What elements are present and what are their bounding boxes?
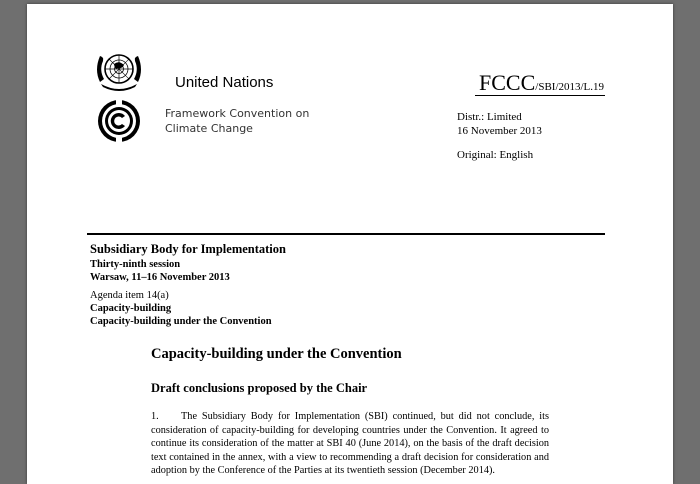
place-dates: Warsaw, 11–16 November 2013 [90,272,230,283]
agenda-item: Agenda item 14(a) [90,290,169,301]
session: Thirty-ninth session [90,259,181,270]
agenda-block [90,289,272,328]
un-emblem-icon [87,44,151,100]
paragraph-number: 1. [151,411,159,422]
document-date: 16 November 2013 [457,125,542,137]
org-name: United Nations [175,74,274,91]
convention-name [165,106,309,136]
document-symbol [479,70,604,96]
agenda-title-2: Capacity-building under the Convention [90,316,272,327]
convention-line-1: Framework Convention on [165,107,310,120]
document-page [27,4,673,484]
header-divider [87,233,605,235]
body-name: Subsidiary Body for Implementation [90,242,286,256]
document-title: Capacity-building under the Convention [151,346,402,362]
unfccc-logo-icon [87,97,151,149]
symbol-underline [475,95,605,96]
agenda-title-1: Capacity-building [90,303,172,314]
document-subtitle: Draft conclusions proposed by the Chair [151,381,368,395]
distribution: Distr.: Limited [457,111,522,123]
paragraph-text: The Subsidiary Body for Implementation (SBI) continued, but did not conclude, its consideration of capacity-building for developing countries under the Convention. It agreed to continue its consideration of the matter at SBI 40 (June 2014), on the basis of the draft decision text contained in the annex, with a view to recommending a draft decision for consideration and adoption by the Conference of the Parties at its twentieth session (December 2014). [151,411,549,476]
convention-line-2: Climate Change [165,122,253,135]
session-block [90,258,230,284]
symbol-main: FCCC [479,70,536,95]
paragraph-1 [151,410,549,478]
original-language: Original: English [457,149,534,161]
symbol-sub: /SBI/2013/L.19 [535,81,605,93]
distribution-block [457,110,542,138]
